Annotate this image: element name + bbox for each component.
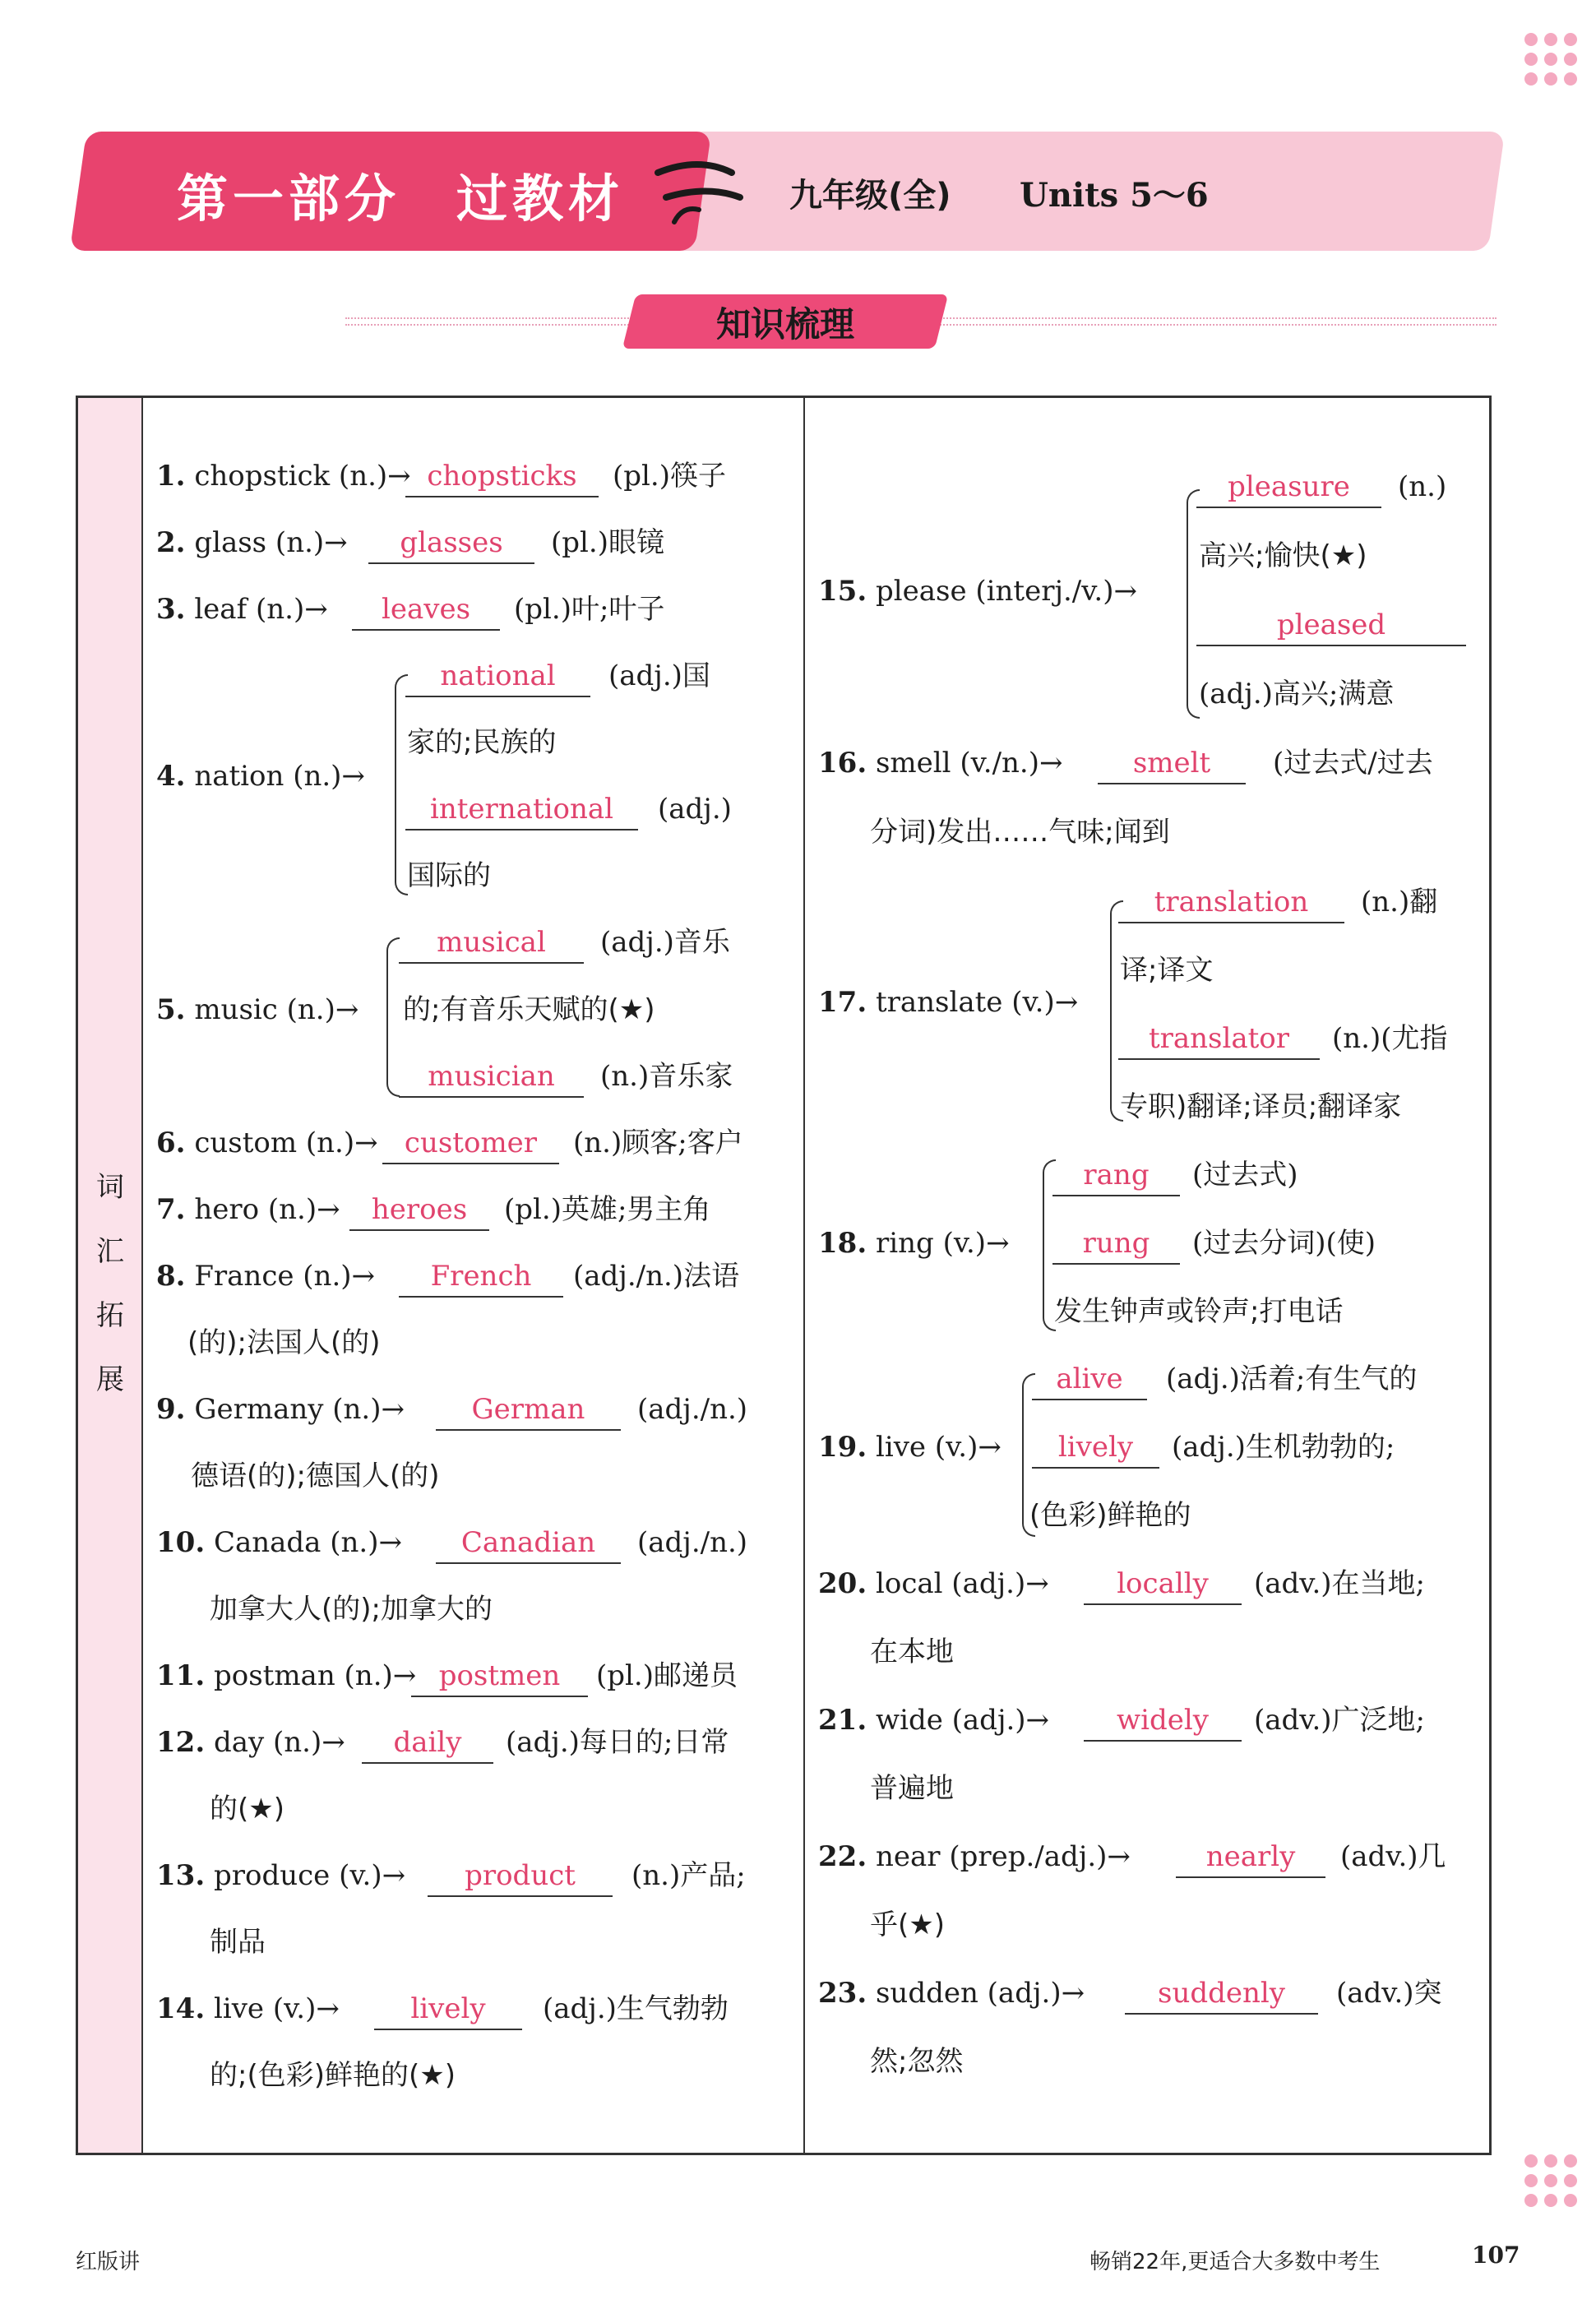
item-gloss: (adv.)突 [1336, 1977, 1442, 2010]
answer-blank: national [405, 658, 590, 697]
item-number: 22. [818, 1840, 867, 1873]
item-gloss: (n.)音乐家 [600, 1060, 733, 1093]
item-gloss: 制品 [210, 1926, 266, 1959]
item-number: 10. [156, 1526, 206, 1559]
item-gloss: 的;(色彩)鲜艳的(★) [210, 2059, 456, 2092]
item-13 [156, 1858, 405, 1894]
answer-blank: glasses [368, 525, 534, 564]
item-word: nation (n.)→ [194, 760, 365, 793]
item-12 [156, 1724, 345, 1760]
item-gloss: (adj.)国 [608, 659, 710, 692]
bracket [386, 937, 400, 1097]
item-5 [156, 992, 359, 1028]
item-word: please (interj./v.)→ [875, 575, 1137, 608]
corner-dots-bottom [1524, 2154, 1577, 2207]
answer-blank: lively [374, 1991, 522, 2030]
item-number: 6. [156, 1127, 186, 1159]
item-number: 1. [156, 460, 186, 493]
item-gloss: (adj.)每日的;日常 [506, 1726, 729, 1759]
item-gloss: (adj.) [658, 793, 732, 826]
item-19 [818, 1429, 1002, 1465]
item-number: 12. [156, 1726, 206, 1759]
item-8 [156, 1258, 375, 1294]
answer-blank: German [436, 1391, 621, 1431]
item-gloss: (的);法国人(的) [187, 1326, 381, 1359]
item-gloss: (adj.)生机勃勃的; [1172, 1431, 1395, 1464]
answer-blank: smelt [1098, 745, 1246, 784]
item-7 [156, 1191, 340, 1228]
item-number: 5. [156, 993, 186, 1026]
item-gloss: (n.)顾客;客户 [573, 1127, 743, 1159]
column-divider [803, 398, 805, 2153]
item-number: 21. [818, 1704, 867, 1737]
item-word: ring (v.)→ [875, 1227, 1010, 1260]
item-gloss: (pl.)英雄;男主角 [504, 1193, 711, 1226]
item-word: hero (n.)→ [194, 1193, 340, 1226]
answer-blank: pleased [1196, 607, 1466, 646]
answer-blank: daily [362, 1724, 493, 1764]
item-gloss: (pl.)叶;叶子 [514, 593, 665, 626]
item-word: produce (v.)→ [213, 1859, 406, 1892]
item-15 [818, 573, 1137, 609]
item-word: music (n.)→ [194, 993, 359, 1026]
answer-blank: product [428, 1858, 613, 1897]
item-word: Germany (n.)→ [194, 1393, 405, 1426]
answer-blank: postmen [411, 1658, 588, 1697]
item-22 [818, 1839, 1131, 1875]
item-gloss: (过去式) [1192, 1159, 1298, 1191]
grade-label: 九年级(全) [789, 177, 951, 215]
units-label: Units 5～6 [1020, 176, 1209, 215]
item-gloss: (pl.)筷子 [613, 460, 726, 493]
side-label-text: 词汇拓展 [96, 1171, 124, 1396]
item-gloss: 加拿大人(的);加拿大的 [210, 1593, 493, 1626]
item-9 [156, 1391, 405, 1427]
corner-dots-top [1524, 33, 1577, 86]
item-gloss: (过去式/过去 [1273, 747, 1433, 780]
item-gloss: (色彩)鲜艳的 [1029, 1499, 1191, 1532]
item-number: 11. [156, 1659, 206, 1692]
item-word: chopstick (n.)→ [194, 460, 411, 493]
item-gloss: (n.)(尤指 [1332, 1022, 1448, 1055]
item-word: smell (v./n.)→ [875, 747, 1063, 780]
bracket [395, 674, 408, 895]
item-6 [156, 1125, 378, 1161]
item-gloss: 发生钟声或铃声;打电话 [1054, 1295, 1344, 1328]
item-gloss: (pl.)眼镜 [551, 526, 664, 559]
answer-blank: customer [382, 1125, 559, 1164]
item-number: 4. [156, 760, 186, 793]
item-11 [156, 1658, 416, 1694]
answer-blank: translation [1118, 884, 1344, 923]
item-number: 8. [156, 1260, 186, 1293]
item-gloss: 德语(的);德国人(的) [191, 1460, 440, 1492]
item-gloss: 在本地 [870, 1636, 954, 1668]
item-gloss: (adj.)生气勃勃 [543, 1992, 729, 2025]
item-number: 23. [818, 1977, 867, 2010]
item-word: glass (n.)→ [194, 526, 348, 559]
item-2 [156, 525, 348, 561]
item-word: local (adj.)→ [875, 1567, 1049, 1600]
answer-blank: international [405, 791, 638, 831]
item-word: custom (n.)→ [194, 1127, 378, 1159]
item-4 [156, 758, 365, 794]
item-16 [818, 745, 1063, 781]
answer-blank: alive [1032, 1361, 1147, 1400]
answer-blank: French [399, 1258, 563, 1298]
answer-blank: chopsticks [405, 458, 599, 497]
item-gloss: 高兴;愉快(★) [1199, 539, 1367, 572]
answer-blank: rung [1052, 1225, 1180, 1265]
item-number: 3. [156, 593, 186, 626]
answer-blank: leaves [352, 591, 500, 631]
item-23 [818, 1975, 1085, 2011]
item-number: 18. [818, 1227, 867, 1260]
item-word: leaf (n.)→ [194, 593, 328, 626]
item-gloss: 译;译文 [1120, 954, 1214, 987]
item-gloss: (adv.)在当地; [1254, 1567, 1426, 1600]
answer-blank: musician [399, 1058, 584, 1098]
item-gloss: (n.)翻 [1361, 886, 1438, 918]
answer-blank: translator [1118, 1020, 1320, 1060]
item-gloss: 家的;民族的 [407, 726, 557, 759]
item-gloss: 普遍地 [870, 1772, 954, 1805]
item-number: 15. [818, 575, 867, 608]
item-20 [818, 1566, 1049, 1602]
item-gloss: (adj.)音乐 [600, 926, 730, 959]
item-gloss: 的;有音乐天赋的(★) [403, 993, 655, 1026]
item-gloss: (adj./n.) [637, 1393, 748, 1426]
bracket [1187, 489, 1200, 719]
item-gloss: 的(★) [210, 1793, 285, 1825]
footer-brand: 红版讲 [76, 2250, 141, 2274]
item-gloss: (adv.)广泛地; [1254, 1704, 1426, 1737]
item-1 [156, 458, 411, 494]
item-word: postman (n.)→ [213, 1659, 417, 1692]
item-word: live (v.)→ [213, 1992, 340, 2025]
item-gloss: 分词)发出……气味;闻到 [870, 816, 1170, 849]
item-18 [818, 1225, 1010, 1261]
page-number: 107 [1472, 2242, 1520, 2269]
footer-slogan: 畅销22年,更适合大多数中考生 [1089, 2250, 1381, 2274]
item-word: Canada (n.)→ [213, 1526, 402, 1559]
item-number: 13. [156, 1859, 206, 1892]
item-gloss: 专职)翻译;译员;翻译家 [1120, 1090, 1402, 1123]
item-word: day (n.)→ [213, 1726, 345, 1759]
side-label [86, 1155, 134, 1412]
answer-blank: heroes [349, 1191, 489, 1231]
item-number: 20. [818, 1567, 867, 1600]
item-word: translate (v.)→ [875, 986, 1079, 1019]
item-gloss: (adj./n.) [637, 1526, 748, 1559]
answer-blank: widely [1084, 1702, 1242, 1742]
item-14 [156, 1991, 340, 2027]
item-gloss: 乎(★) [870, 1909, 946, 1941]
item-10 [156, 1525, 402, 1561]
item-number: 2. [156, 526, 186, 559]
item-number: 7. [156, 1193, 186, 1226]
answer-blank: lively [1032, 1429, 1159, 1469]
item-word: sudden (adj.)→ [875, 1977, 1085, 2010]
item-3 [156, 591, 328, 627]
item-gloss: 然;忽然 [870, 2045, 964, 2078]
answer-blank: locally [1084, 1566, 1242, 1605]
answer-blank: nearly [1176, 1839, 1325, 1878]
item-number: 16. [818, 747, 867, 780]
item-number: 14. [156, 1992, 206, 2025]
swirl-decoration-icon [650, 148, 748, 238]
item-number: 19. [818, 1431, 867, 1464]
item-gloss: (adj.)活着;有生气的 [1166, 1363, 1418, 1395]
answer-blank: musical [399, 924, 584, 964]
item-17 [818, 984, 1078, 1020]
item-word: live (v.)→ [875, 1431, 1002, 1464]
item-gloss: (n.) [1398, 470, 1447, 503]
part-title: 第一部分 过教材 [177, 169, 625, 229]
answer-blank: pleasure [1196, 469, 1381, 508]
item-gloss: (过去分词)(使) [1192, 1227, 1376, 1260]
item-word: France (n.)→ [194, 1260, 376, 1293]
item-gloss: (adv.)几 [1340, 1840, 1446, 1873]
item-gloss: (pl.)邮递员 [596, 1659, 738, 1692]
answer-blank: suddenly [1125, 1975, 1318, 2015]
item-gloss: (n.)产品; [631, 1859, 746, 1892]
item-word: wide (adj.)→ [875, 1704, 1050, 1737]
item-number: 9. [156, 1393, 186, 1426]
item-number: 17. [818, 986, 867, 1019]
item-word: near (prep./adj.)→ [875, 1840, 1131, 1873]
answer-blank: rang [1052, 1157, 1180, 1196]
item-gloss: (adj.)高兴;满意 [1199, 678, 1395, 710]
item-gloss: (adj./n.)法语 [573, 1260, 740, 1293]
item-21 [818, 1702, 1049, 1738]
answer-blank: Canadian [436, 1525, 621, 1564]
item-gloss: 国际的 [407, 859, 491, 892]
section-title: 知识梳理 [715, 304, 854, 345]
